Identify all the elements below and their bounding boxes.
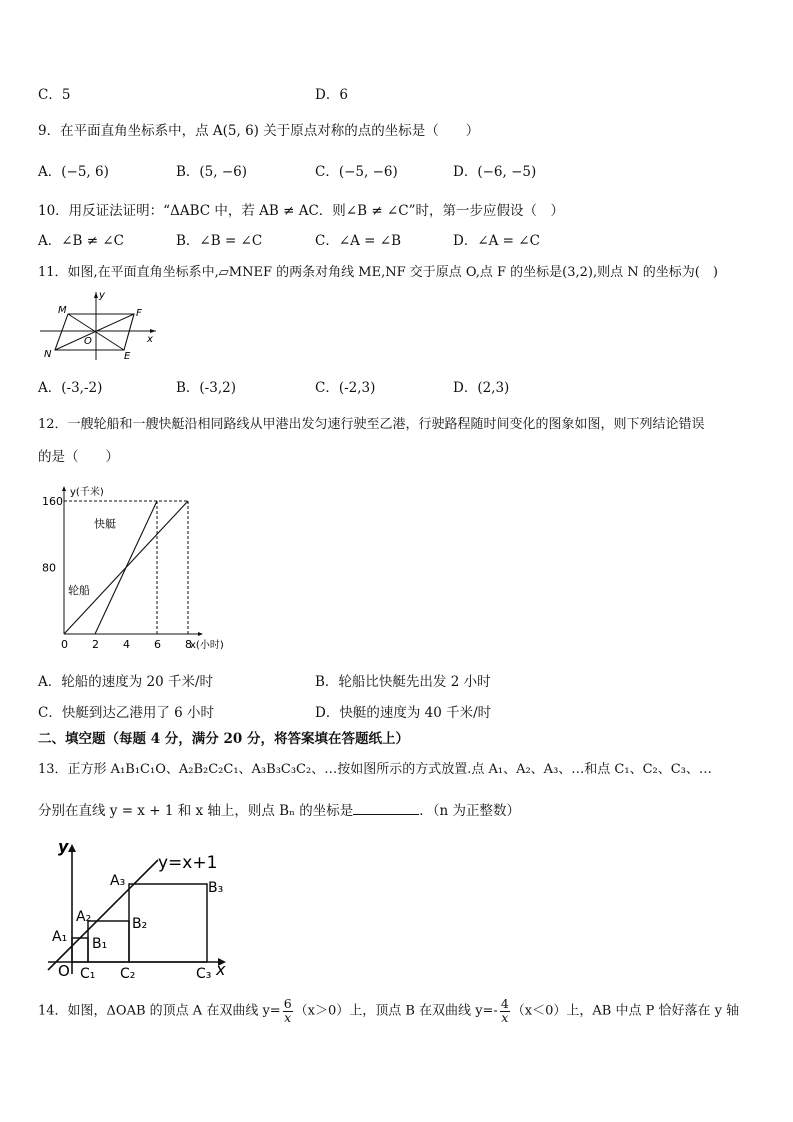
q12-stem-line1: 12．一艘轮船和一艘快艇沿相同路线从甲港出发匀速行驶至乙港，行驶路程随时间变化的图象如图，则下列结论错误 [38, 417, 705, 432]
y-tick-label-80: 80 [42, 561, 56, 575]
q13-line2 [38, 799, 520, 819]
q13-line2-part-a: 分别在直线 y = x + 1 和 x 轴上，则点 Bₙ 的坐标是 [38, 803, 354, 819]
q14-part-3: （x＜0）上，AB 中点 P 恰好落在 y 轴 [511, 1003, 740, 1019]
q10-option-c: C．∠A = ∠B [315, 233, 402, 249]
series-label-speedboat: 快艇 [94, 517, 116, 531]
q9-option-a: A．(−5, 6) [38, 164, 109, 180]
q11-diagonal-nf [55, 314, 134, 350]
series-label-ship: 轮船 [68, 584, 90, 598]
q14-fraction-1-numerator: 6 [283, 996, 292, 1011]
q11-label-o: O [84, 336, 92, 347]
q14-fraction-6-over-x [283, 998, 293, 1024]
q12-option-c: C．快艇到达乙港用了 6 小时 [38, 705, 215, 721]
x-tick-label-0: 0 [61, 638, 68, 651]
q13-label-a3: A₃ [110, 873, 126, 889]
x-axis-label: x(小时) [190, 640, 224, 651]
x-tick-label-4: 4 [123, 638, 130, 651]
q13-label-o: O [58, 962, 70, 980]
q14-fraction-2-numerator: 4 [500, 996, 509, 1011]
q11-option-a: A．(-3,-2) [38, 380, 103, 396]
q13-label-c3: C₃ [196, 966, 212, 982]
q13-squares-figure [40, 838, 240, 980]
q13-line2-part-b: ．（n 为正整数） [419, 803, 520, 819]
q11-y-arrow [94, 292, 98, 298]
x-tick-label-8: 8 [185, 638, 192, 651]
q12-option-b: B．轮船比快艇先出发 2 小时 [315, 674, 491, 690]
q11-option-b: B．(-3,2) [176, 380, 236, 396]
q11-label-n: N [44, 349, 52, 360]
q13-line-y-eq-x-plus-1 [48, 860, 158, 970]
q14-fraction-2-denominator: x [501, 1009, 509, 1025]
q11-x-arrow [150, 329, 156, 333]
q11-stem: 11．如图,在平面直角坐标系中,▱MNEF 的两条对角线 ME,NF 交于原点 O,点 F 的坐标是(3,2),则点 N 的坐标为( ) [38, 265, 718, 280]
q10-option-a: A．∠B ≠ ∠C [38, 233, 125, 249]
q13-square-1 [72, 938, 88, 962]
q11-parallelogram-figure [38, 286, 162, 362]
q14-fraction-1-denominator: x [284, 1009, 292, 1025]
q9-option-d: D．(−6, −5) [453, 164, 537, 180]
q13-label-line: y=x+1 [158, 853, 218, 873]
q13-label-y: y [58, 837, 69, 856]
q11-label-x: x [147, 334, 153, 345]
q13-y-arrow [68, 844, 76, 852]
q13-label-b1: B₁ [92, 936, 108, 952]
q10-option-b: B．∠B = ∠C [176, 233, 263, 249]
q9-stem: 9．在平面直角坐标系中，点 A(5, 6) 关于原点对称的点的坐标是（ ） [38, 123, 480, 139]
q14-stem [38, 998, 739, 1024]
section-2-title: 二、填空题（每题 4 分，满分 20 分，将答案填在答题纸上） [38, 731, 409, 747]
x-tick-label-6: 6 [154, 638, 161, 651]
q13-label-b3: B₃ [208, 880, 224, 896]
q11-option-c: C．(-2,3) [315, 380, 376, 396]
q12-distance-time-chart [36, 480, 224, 658]
y-tick-label-160: 160 [42, 495, 63, 508]
q11-option-d: D．(2,3) [453, 380, 510, 396]
q13-label-x: x [216, 960, 226, 979]
q12-stem-line2: 的是（ ） [38, 449, 119, 465]
y-axis-label: y(千米) [70, 487, 104, 498]
q14-part-2: （x＞0）上，顶点 B 在双曲线 y=- [294, 1003, 498, 1019]
x-tick-label-2: 2 [92, 638, 99, 651]
q13-label-a2: A₂ [76, 909, 92, 925]
q11-label-e: E [124, 351, 131, 362]
q10-stem: 10．用反证法证明：“ΔABC 中，若 AB ≠ AC．则∠B ≠ ∠C”时，第一步应假设（ ） [38, 203, 564, 219]
q13-label-c2: C₂ [120, 966, 136, 982]
q9-option-b: B．(5, −6) [176, 164, 248, 180]
q13-label-a1: A₁ [52, 929, 68, 945]
q8-option-c: C．5 [38, 87, 71, 103]
q13-line1: 13．正方形 A₁B₁C₁O、A₂B₂C₂C₁、A₃B₃C₃C₂、…按如图所示的方式放置.点 A₁、A₂、A₃、…和点 C₁、C₂、C₃、… [38, 762, 712, 777]
q10-option-d: D．∠A = ∠C [453, 233, 540, 249]
q13-label-c1: C₁ [80, 966, 96, 982]
y-axis-arrow [62, 486, 66, 491]
q11-label-m: M [58, 305, 67, 316]
q12-option-d: D．快艇的速度为 40 千米/时 [315, 705, 492, 721]
q12-option-a: A．轮船的速度为 20 千米/时 [38, 674, 214, 690]
q14-fraction-4-over-x [500, 998, 510, 1024]
q11-label-y: y [99, 290, 105, 301]
x-axis-arrow [198, 632, 203, 636]
q13-label-b2: B₂ [132, 916, 148, 932]
q13-answer-blank[interactable] [353, 802, 419, 815]
q9-option-c: C．(−5, −6) [315, 164, 398, 180]
q8-option-d: D．6 [315, 87, 348, 103]
q11-label-f: F [136, 308, 142, 319]
q14-part-1: 14．如图，ΔOAB 的顶点 A 在双曲线 y= [38, 1003, 281, 1019]
